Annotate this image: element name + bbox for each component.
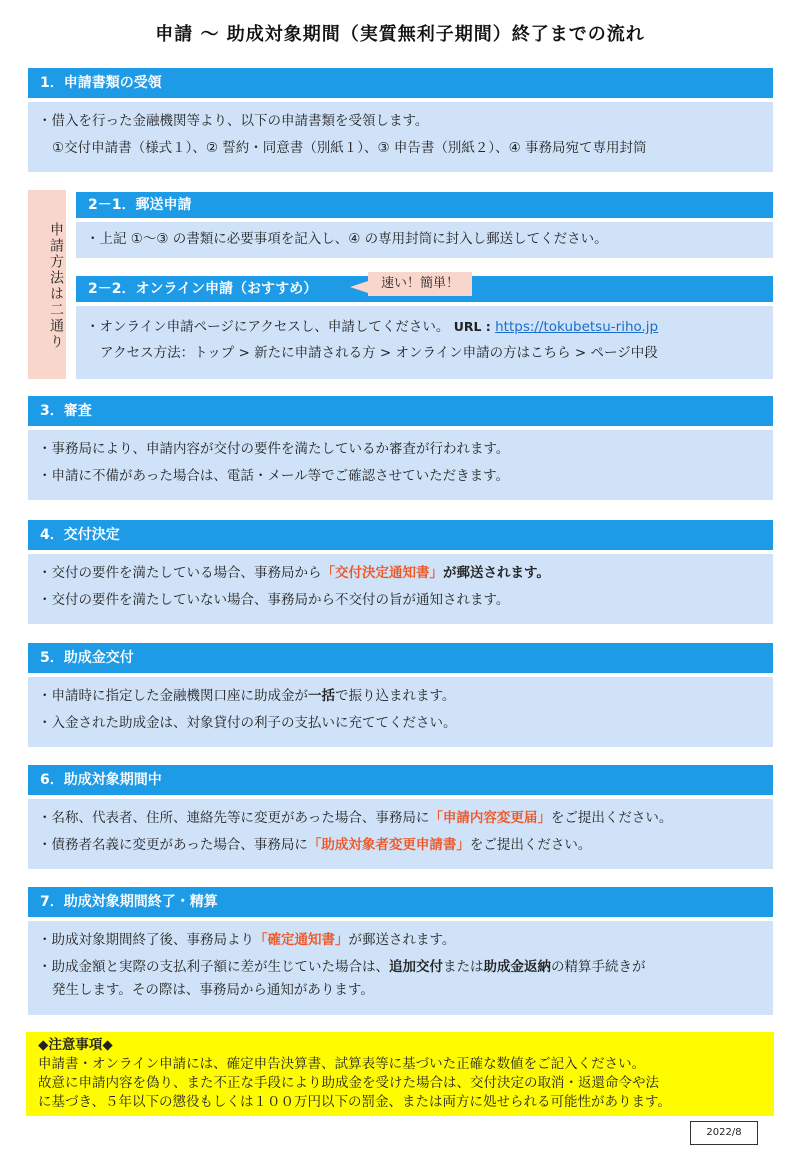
section-4-line-1: [38, 562, 773, 585]
section-4-line-2: ・交付の要件を満たしていない場合、事務局から不交付の旨が通知されます。: [38, 592, 510, 608]
section-2-2-line-1-text: ・オンライン申請ページにアクセスし、申請してください。: [86, 319, 450, 335]
page-title: 申請 〜 助成対象期間（実質無利子期間）終了までの流れ: [155, 24, 645, 45]
section-7-line-2: [38, 956, 773, 979]
section-2-2-line-1: [86, 315, 773, 338]
section-2-1-header: 2－1．郵送申請: [76, 192, 773, 218]
section-6-line-2: [38, 834, 773, 857]
section-7-line-1-b: が郵送されます。: [348, 932, 456, 948]
section-5-line-2: ・入金された助成金は、対象貸付の利子の支払いに充ててください。: [38, 715, 457, 731]
notice-line-3: に基づき、５年以下の懲役もしくは１００万円以下の罰金、または両方に処せられる可能性があります。: [38, 1094, 671, 1110]
section-4-header: 4．交付決定: [28, 520, 773, 550]
section-2-2-body: [76, 306, 773, 379]
section-6-line-1-b: をご提出ください。: [550, 810, 673, 826]
section-3-body: [28, 430, 773, 500]
confirmation-notice: 「確定通知書」: [254, 932, 349, 948]
section-5-line-1-a: ・申請時に指定した金融機関口座に助成金が: [38, 688, 308, 704]
application-methods-label: [28, 190, 66, 379]
lump-sum-text: 一括: [308, 688, 335, 704]
additional-grant-text: 追加交付: [389, 959, 443, 975]
section-2-1-line-1: ・上記 ①～③ の書類に必要事項を記入し、④ の専用封筒に封入し郵送してください。: [86, 231, 608, 247]
section-1-line-2: ①交付申請書（様式１）、② 誓約・同意書（別紙１）、③ 申告書（別紙２）、④ 事務局宛て専用封筒: [52, 140, 647, 156]
document-date: 2022/8: [690, 1121, 758, 1145]
section-6-line-2-b: をご提出ください。: [469, 837, 592, 853]
url-label: URL :: [453, 319, 491, 334]
section-6-line-1-a: ・名称、代表者、住所、連絡先等に変更があった場合、事務局に: [38, 810, 430, 826]
section-7-line-1: [38, 929, 773, 952]
section-2-1-body: [76, 222, 773, 258]
section-1-header: 1．申請書類の受領: [28, 68, 773, 98]
notice-line-2: 故意に申請内容を偽り、また不正な手段により助成金を受けた場合は、交付決定の取消・返還命令や法: [38, 1075, 659, 1091]
notice-box: [26, 1032, 774, 1116]
section-1-body: [28, 102, 773, 172]
section-3-header: 3．審査: [28, 396, 773, 426]
section-6-header: 6．助成対象期間中: [28, 765, 773, 795]
section-7-line-1-a: ・助成対象期間終了後、事務局より: [38, 932, 254, 948]
section-4-line-1-b: が郵送されます。: [443, 565, 550, 581]
section-5-line-1: [38, 685, 773, 708]
section-3-line-1: ・事務局により、申請内容が交付の要件を満たしているか審査が行われます。: [38, 441, 510, 457]
change-notice-form: 「申請内容変更届」: [429, 810, 551, 826]
section-2-2-header: 2－2．オンライン申請（おすすめ）: [76, 276, 773, 302]
section-7-line-3: 発生します。その際は、事務局から通知があります。: [52, 982, 374, 998]
section-5-header: 5．助成金交付: [28, 643, 773, 673]
section-5-body: [28, 677, 773, 747]
notice-line-1: 申請書・オンライン申請には、確定申告決算書、試算表等に基づいた正確な数値をご記入ください。: [38, 1056, 646, 1072]
section-4-line-1-a: ・交付の要件を満たしている場合、事務局から: [38, 565, 322, 581]
section-7-body: [28, 921, 773, 1015]
section-7-line-2-b: または: [443, 959, 484, 975]
section-7-line-2-a: ・助成金額と実際の支払利子額に差が生じていた場合は、: [38, 959, 389, 975]
notice-heading: ◆注意事項◆: [38, 1037, 113, 1053]
badge-pointer: [350, 281, 368, 293]
online-application-link[interactable]: https://tokubetsu-riho.jp: [495, 319, 659, 335]
section-2-2-line-2: アクセス方法：トップ > 新たに申請される方 > オンライン申請の方はこちら > ページ中段: [100, 345, 658, 361]
section-1-line-1: ・借入を行った金融機関等より、以下の申請書類を受領します。: [38, 113, 429, 129]
section-6-line-2-a: ・債務者名義に変更があった場合、事務局に: [38, 837, 308, 853]
section-7-header: 7．助成対象期間終了・精算: [28, 887, 773, 917]
section-3-line-2: ・申請に不備があった場合は、電話・メール等でご確認させていただきます。: [38, 468, 510, 484]
section-6-line-1: [38, 807, 773, 830]
beneficiary-change-form: 「助成対象者変更申請書」: [307, 837, 470, 853]
fast-easy-badge: 速い！簡単！: [368, 272, 472, 296]
section-5-line-1-b: で振り込まれます。: [335, 688, 456, 704]
side-label-text: 申請方法は二通り: [48, 222, 64, 350]
section-6-body: [28, 799, 773, 869]
section-4-body: [28, 554, 773, 624]
section-7-line-2-c: の精算手続きが: [551, 959, 646, 975]
notice-of-grant-decision: 「交付決定通知書」: [321, 565, 443, 581]
grant-refund-text: 助成金返納: [483, 959, 551, 975]
